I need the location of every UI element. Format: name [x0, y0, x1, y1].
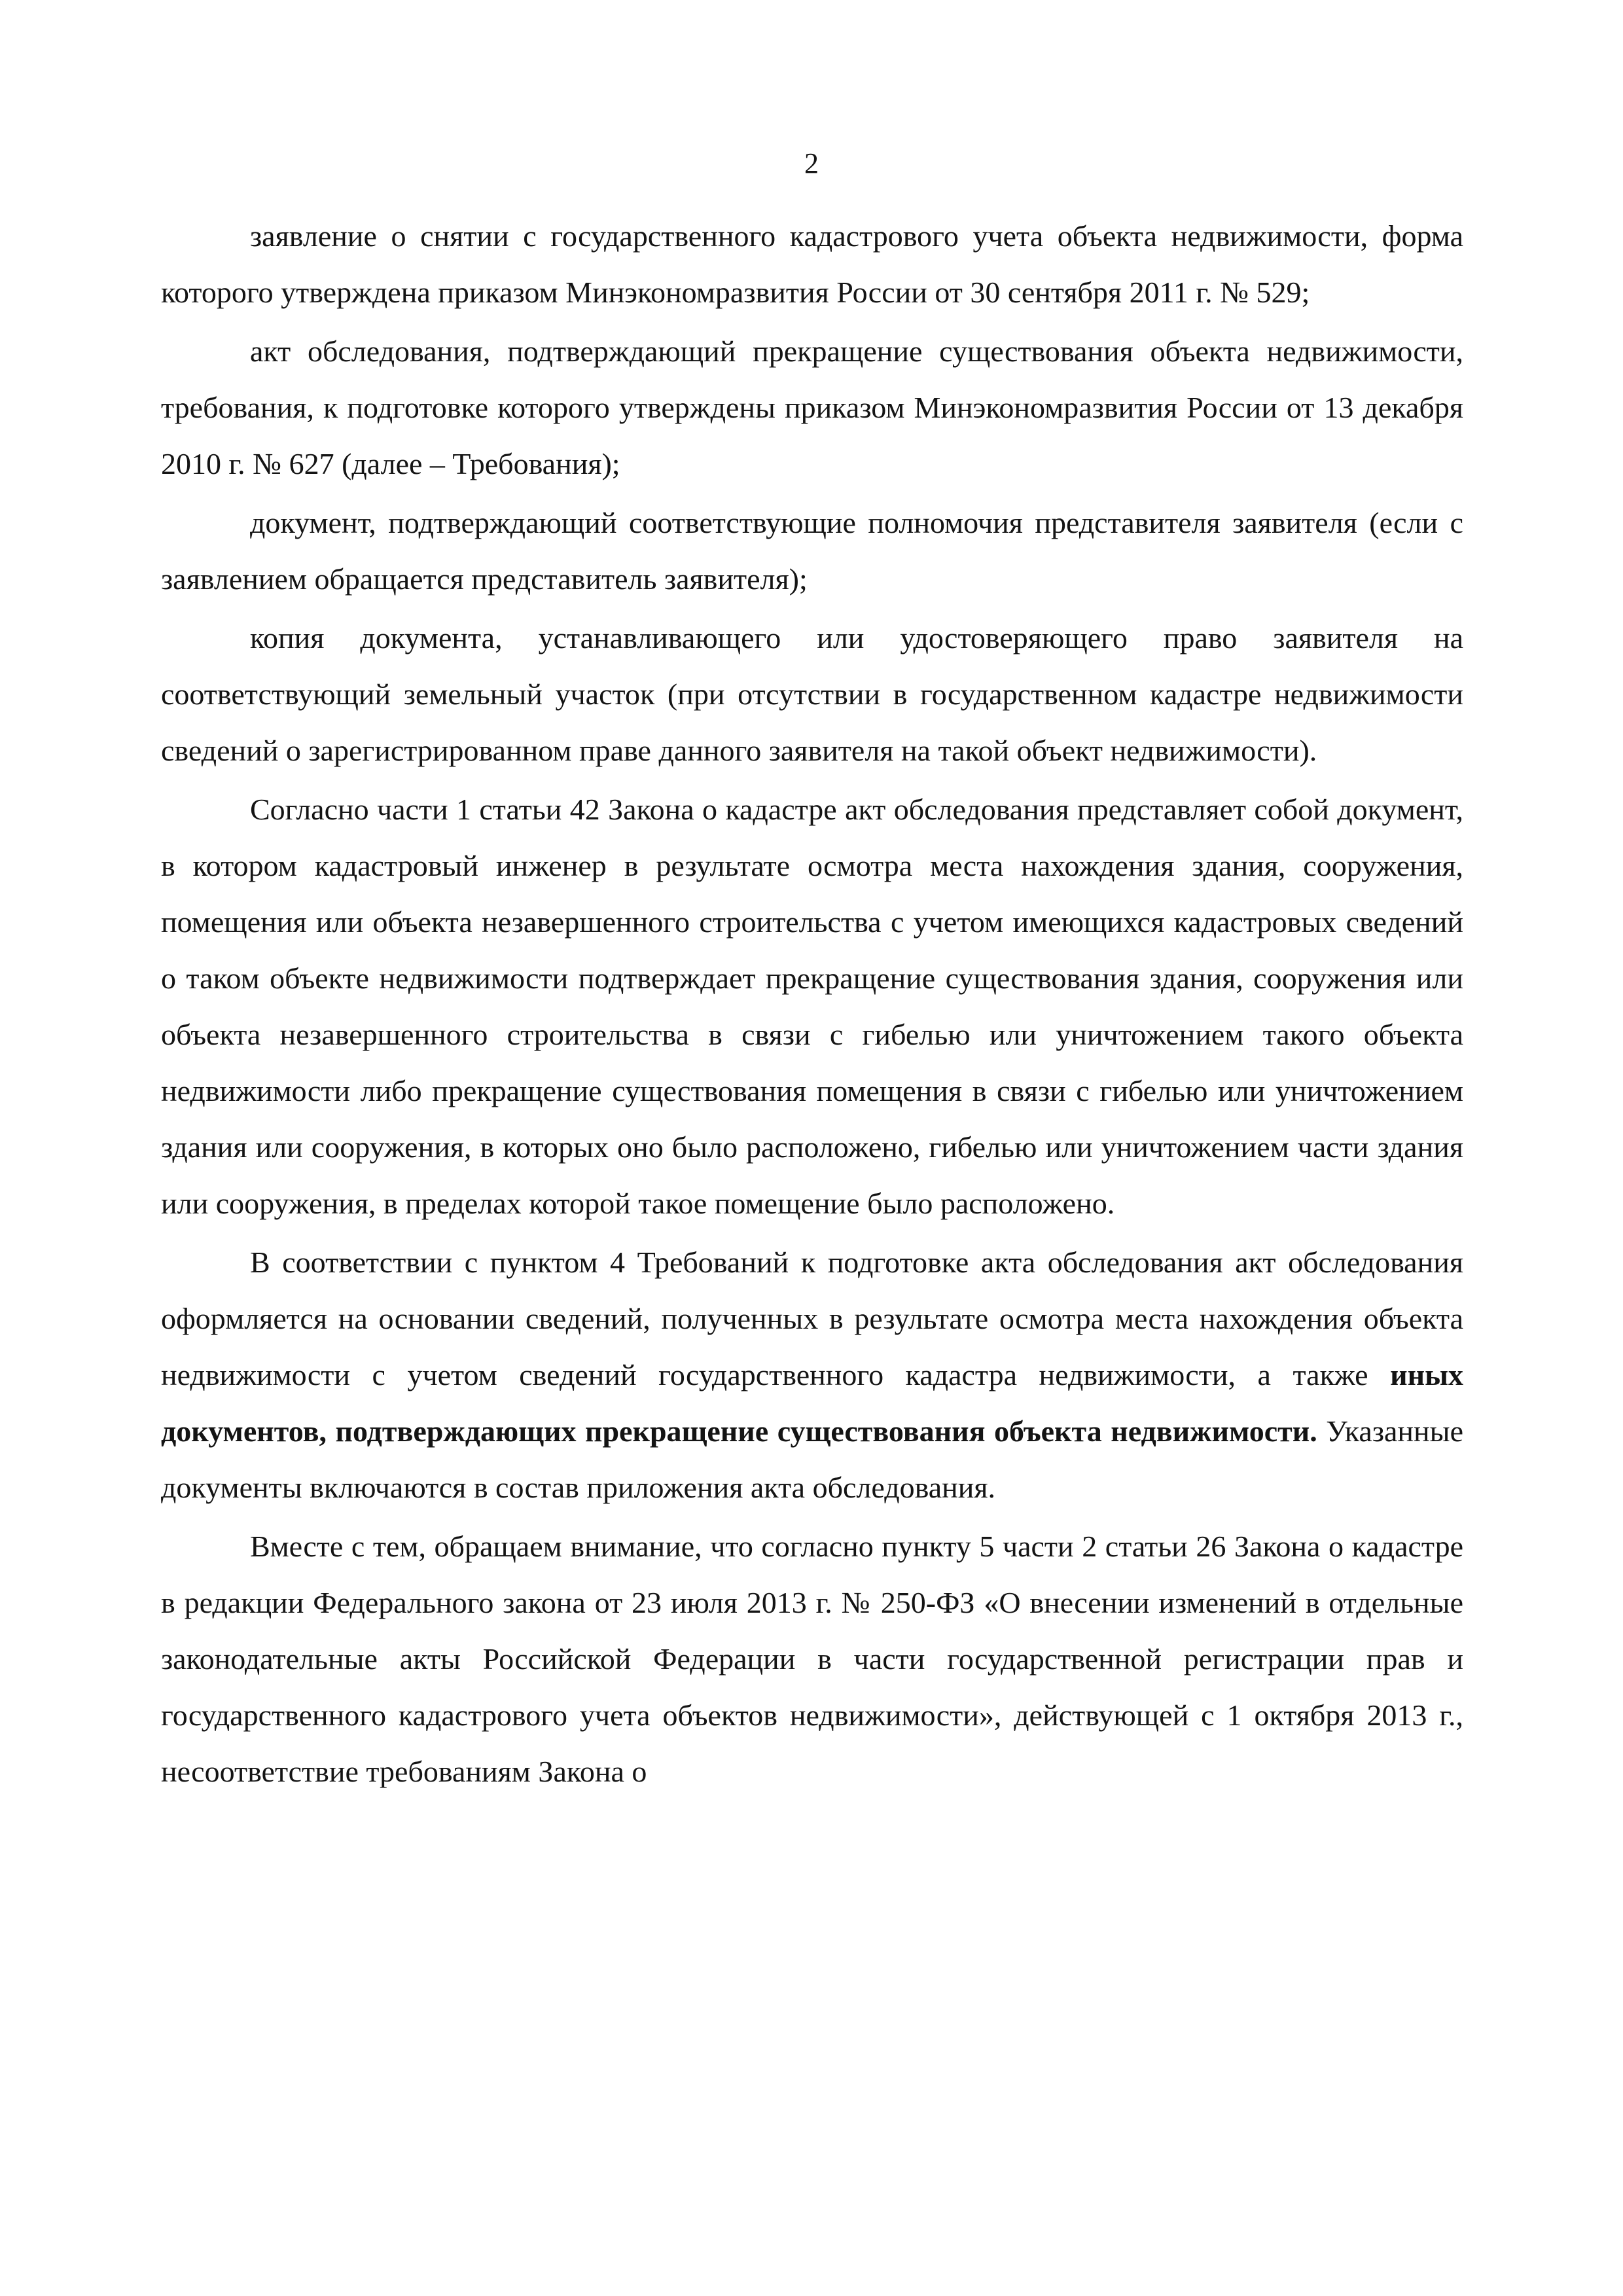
paragraph-inspection-act: акт обследования, подтверждающий прекращение существования объекта недвижимости, требования, к подготовке которого утверждены приказом Минэкономразвития России от 13 декабря 2010 г. № 627 (далее – Требования); [161, 334, 1463, 480]
paragraph-application: заявление о снятии с государственного кадастрового учета объекта недвижимости, форма которого утверждена приказом Минэкономразвития России от 30 сентября 2011 г. № 529; [161, 219, 1463, 309]
paragraph-article-42: Согласно части 1 статьи 42 Закона о кадастре акт обследования представляет собой документ, в котором кадастровый инженер в результате осмотра места нахождения здания, сооружения, помещения или объекта незавершенного строительства с учетом имеющихся кадастровых сведений о таком объекте недвижимости подтверждает прекращение существования здания, сооружения или объекта незавершенного строительства в связи с гибелью или уничтожением такого объекта недвижимости либо прекращение существования помещения в связи с гибелью или уничтожением здания или сооружения, в которых оно было расположено, гибелью или уничтожением части здания или сооружения, в пределах которой такое помещение было расположено. [161, 793, 1463, 1220]
paragraph-requirements-point-4 [161, 1234, 1463, 1516]
paragraph-article-26: Вместе с тем, обращаем внимание, что согласно пункту 5 части 2 статьи 26 Закона о кадастре в редакции Федерального закона от 23 июля 2013 г. № 250-ФЗ «О внесении изменений в отдельные законодательные акты Российской Федерации в части государственной регистрации прав и государственного кадастрового учета объектов недвижимости», действующей с 1 октября 2013 г., несоответствие требованиям Закона о [161, 1530, 1463, 1788]
paragraph-representative-document: документ, подтверждающий соответствующие полномочия представителя заявителя (если с заявлением обращается представитель заявителя); [161, 506, 1463, 596]
paragraph-requirements-text-end: Указанные документы включаются в состав приложения акта обследования. [161, 1414, 1463, 1504]
paragraph-requirements-text-start: В соответствии с пунктом 4 Требований к подготовке акта обследования акт обследования оформляется на основании сведений, полученных в результате осмотра места нахождения объекта недвижимости с учетом сведений государственного кадастра недвижимости, а также [161, 1246, 1463, 1391]
paragraph-requirements-bold-text: иных документов, подтверждающих прекращение существования объекта недвижимости. [161, 1358, 1463, 1448]
paragraph-land-rights-copy: копия документа, устанавливающего или удостоверяющего право заявителя на соответствующий земельный участок (при отсутствии в государственном кадастре недвижимости сведений о зарегистрированном праве данного заявителя на такой объект недвижимости). [161, 621, 1463, 767]
document-body [161, 208, 1463, 1800]
page-number: 2 [804, 147, 819, 179]
